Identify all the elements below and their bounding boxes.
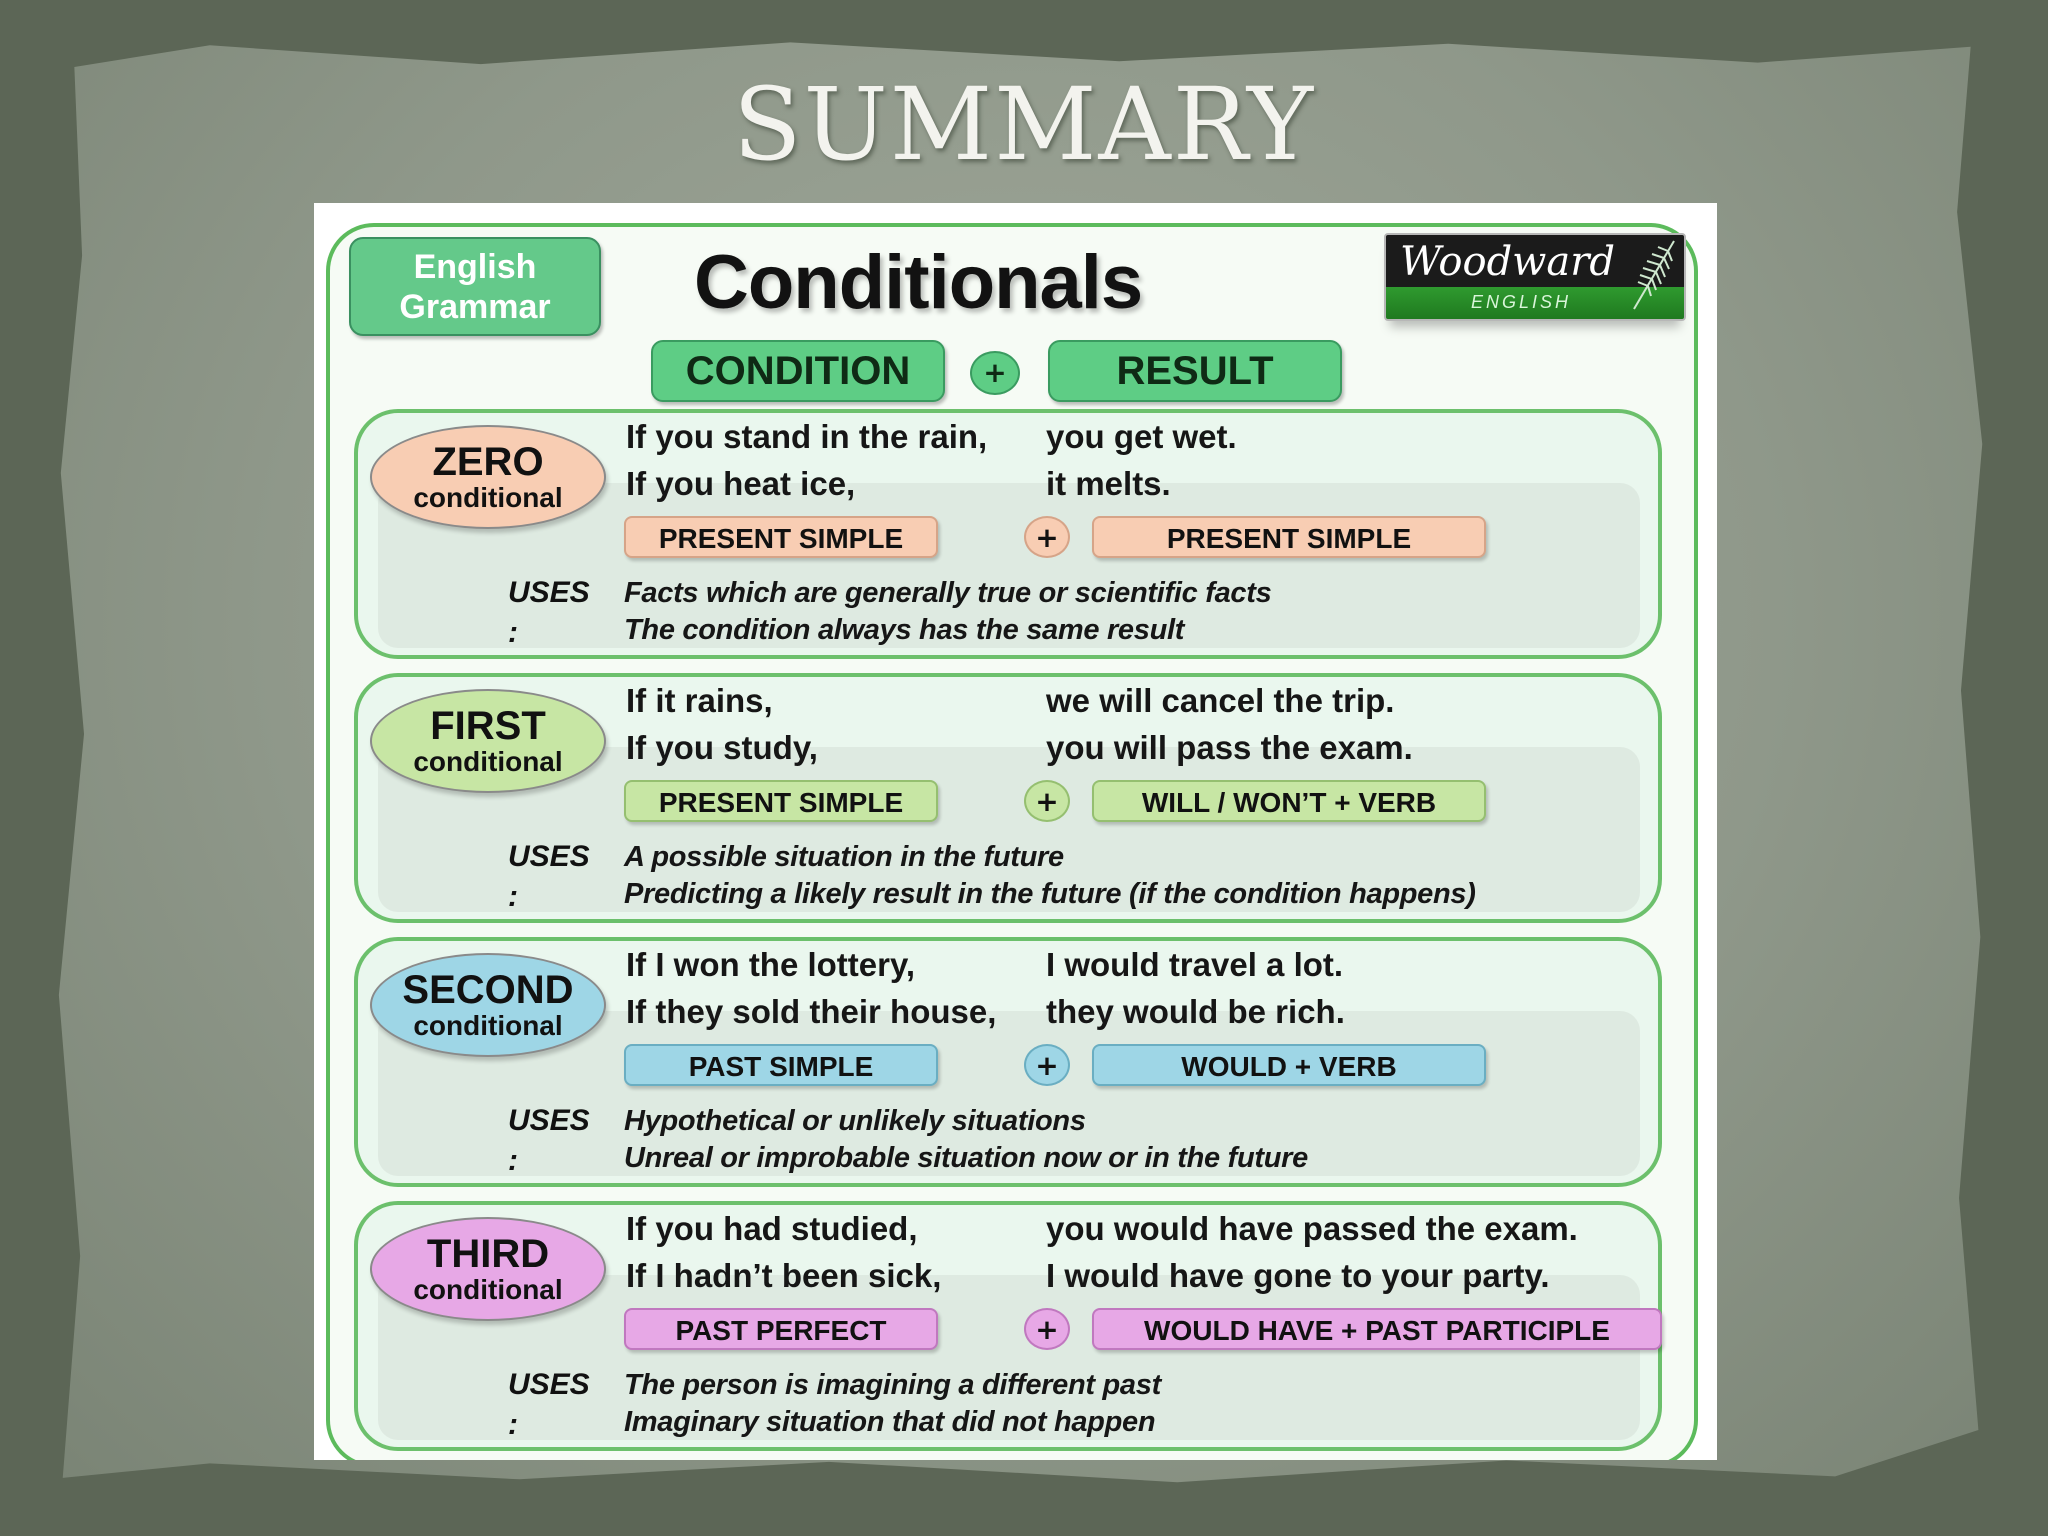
conditional-sub: conditional [413, 1010, 563, 1041]
example-condition: If you study, [626, 729, 818, 766]
result-form-pill: PRESENT SIMPLE [1092, 516, 1486, 558]
plus-sign: + [1024, 1308, 1070, 1350]
plus-sign: + [1024, 780, 1070, 822]
conditional-name: ZERO [432, 440, 544, 484]
example-result: we will cancel the trip. [1046, 682, 1395, 719]
use-line: Predicting a likely result in the future (if the condition happens) [624, 878, 1476, 910]
example-result: you get wet. [1046, 418, 1237, 455]
use-line: The condition always has the same result [624, 614, 1185, 646]
use-line: Imaginary situation that did not happen [624, 1406, 1156, 1438]
condition-form-pill: PRESENT SIMPLE [624, 780, 938, 822]
example-result: it melts. [1046, 465, 1171, 502]
logo-subtext: ENGLISH [1470, 292, 1572, 312]
result-form-pill: WOULD + VERB [1092, 1044, 1486, 1086]
conditionals-poster [314, 203, 1717, 1460]
fern-icon [1628, 239, 1678, 313]
poster-title: Conditionals [694, 240, 1143, 325]
conditional-sub: conditional [413, 1274, 563, 1305]
badge-line-1: English [413, 247, 537, 286]
example-condition: If I won the lottery, [626, 946, 916, 983]
use-line: The person is imagining a different past [624, 1369, 1161, 1401]
use-line: A possible situation in the future [624, 841, 1064, 873]
uses-label: USES : [508, 576, 590, 649]
plus-sign: + [1024, 1044, 1070, 1086]
result-form-pill: WILL / WON’T + VERB [1092, 780, 1486, 822]
example-result: I would travel a lot. [1046, 946, 1344, 983]
condition-form-pill: PAST SIMPLE [624, 1044, 938, 1086]
uses-label: USES : [508, 1368, 590, 1441]
second-conditional-label [370, 953, 606, 1057]
use-line: Hypothetical or unlikely situations [624, 1105, 1086, 1137]
conditional-sub: conditional [413, 746, 563, 777]
zero-conditional-label [370, 425, 606, 529]
zero-conditional-section [354, 409, 1662, 659]
logo-text: Woodward [1400, 239, 1615, 285]
plus-sign: + [1024, 516, 1070, 558]
conditional-name: FIRST [430, 704, 546, 748]
use-line: Facts which are generally true or scientific facts [624, 577, 1272, 609]
woodward-logo [1384, 233, 1686, 321]
third-conditional-label [370, 1217, 606, 1321]
condition-header: CONDITION [651, 340, 945, 402]
conditional-name: SECOND [402, 968, 574, 1012]
example-result: they would be rich. [1046, 993, 1345, 1030]
condition-form-pill: PAST PERFECT [624, 1308, 938, 1350]
result-form-pill: WOULD HAVE + PAST PARTICIPLE [1092, 1308, 1662, 1350]
third-conditional-section [354, 1201, 1662, 1451]
example-condition: If I hadn’t been sick, [626, 1257, 942, 1294]
second-conditional-section [354, 937, 1662, 1187]
example-condition: If you stand in the rain, [626, 418, 988, 455]
condition-form-pill: PRESENT SIMPLE [624, 516, 938, 558]
example-condition: If they sold their house, [626, 993, 997, 1030]
example-result: you will pass the exam. [1046, 729, 1413, 766]
first-conditional-label [370, 689, 606, 793]
example-condition: If it rains, [626, 682, 773, 719]
english-grammar-badge [349, 237, 601, 336]
badge-line-2: Grammar [399, 287, 551, 326]
conditional-sub: conditional [413, 482, 563, 513]
uses-label: USES : [508, 840, 590, 913]
example-condition: If you heat ice, [626, 465, 856, 502]
result-header: RESULT [1048, 340, 1342, 402]
example-result: I would have gone to your party. [1046, 1257, 1550, 1294]
slide-title: SUMMARY [732, 66, 1316, 183]
example-condition: If you had studied, [626, 1210, 918, 1247]
header-plus-sign: + [970, 351, 1020, 395]
uses-label: USES : [508, 1104, 590, 1177]
first-conditional-section [354, 673, 1662, 923]
conditional-name: THIRD [426, 1232, 550, 1276]
example-result: you would have passed the exam. [1046, 1210, 1578, 1247]
use-line: Unreal or improbable situation now or in the future [624, 1142, 1308, 1174]
